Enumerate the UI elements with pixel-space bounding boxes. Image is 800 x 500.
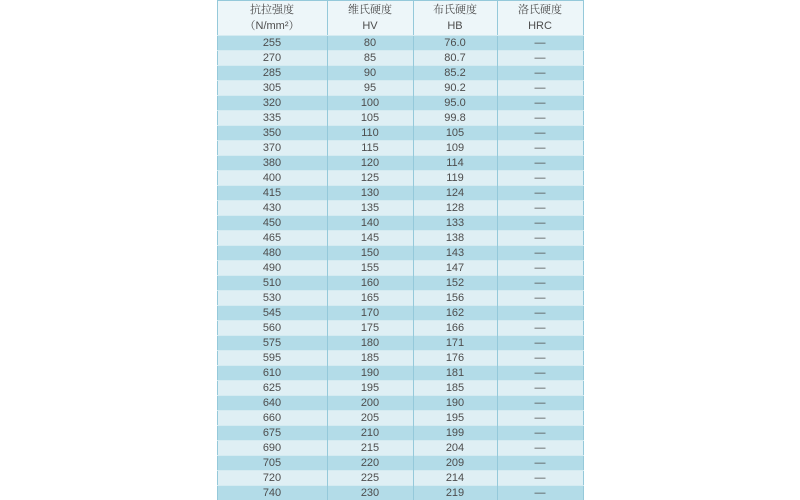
table-cell: 335 [217, 111, 327, 126]
table-row [217, 96, 583, 111]
table-cell: 152 [413, 276, 497, 291]
table-row [217, 171, 583, 186]
table-cell: — [497, 396, 583, 411]
table-cell: 450 [217, 216, 327, 231]
table-row [217, 351, 583, 366]
table-cell: 95.0 [413, 96, 497, 111]
table-cell: 720 [217, 471, 327, 486]
table-cell: 370 [217, 141, 327, 156]
table-cell: 162 [413, 306, 497, 321]
table-cell: 175 [327, 321, 413, 336]
table-cell: — [497, 51, 583, 66]
table-cell: 204 [413, 441, 497, 456]
table-cell: 740 [217, 486, 327, 500]
table-cell: — [497, 141, 583, 156]
table-cell: 195 [413, 411, 497, 426]
table-row [217, 261, 583, 276]
table-cell: 350 [217, 126, 327, 141]
table-row [217, 201, 583, 216]
table-row [217, 246, 583, 261]
table-cell: 130 [327, 186, 413, 201]
table-cell: 199 [413, 426, 497, 441]
table-cell: — [497, 441, 583, 456]
table-cell: — [497, 36, 583, 51]
table-cell: 640 [217, 396, 327, 411]
table-cell: — [497, 276, 583, 291]
table-cell: 510 [217, 276, 327, 291]
table-cell: — [497, 351, 583, 366]
table-cell: 100 [327, 96, 413, 111]
table-cell: 135 [327, 201, 413, 216]
table-cell: 133 [413, 216, 497, 231]
column-title: 洛氏硬度 [518, 4, 562, 16]
column-unit: （N/mm²） [244, 20, 300, 32]
column-title: 维氏硬度 [348, 4, 392, 16]
table-cell: 690 [217, 441, 327, 456]
table-cell: 430 [217, 201, 327, 216]
table-cell: 200 [327, 396, 413, 411]
table-cell: 205 [327, 411, 413, 426]
table-cell: — [497, 111, 583, 126]
table-cell: — [497, 81, 583, 96]
column-unit: HV [362, 20, 378, 32]
table-cell: — [497, 171, 583, 186]
table-cell: — [497, 456, 583, 471]
table-cell: 380 [217, 156, 327, 171]
table-cell: 90.2 [413, 81, 497, 96]
table-cell: 105 [413, 126, 497, 141]
table-cell: 156 [413, 291, 497, 306]
hardness-conversion-table [217, 0, 584, 500]
table-row [217, 216, 583, 231]
table-cell: — [497, 336, 583, 351]
table-row [217, 126, 583, 141]
table-cell: 195 [327, 381, 413, 396]
table-cell: 109 [413, 141, 497, 156]
table-cell: — [497, 126, 583, 141]
table-row [217, 156, 583, 171]
column-unit: HRC [528, 20, 552, 32]
table-cell: 145 [327, 231, 413, 246]
table-row [217, 336, 583, 351]
table-cell: — [497, 381, 583, 396]
table-row [217, 486, 583, 500]
table-cell: 80 [327, 36, 413, 51]
table-cell: 143 [413, 246, 497, 261]
table-row [217, 306, 583, 321]
table-cell: 190 [413, 396, 497, 411]
table-cell: 155 [327, 261, 413, 276]
table-cell: — [497, 306, 583, 321]
column-header-rockwell [497, 1, 583, 36]
table-cell: 219 [413, 486, 497, 500]
table-row [217, 141, 583, 156]
table-cell: 95 [327, 81, 413, 96]
table-cell: 125 [327, 171, 413, 186]
table-cell: 560 [217, 321, 327, 336]
table-cell: — [497, 291, 583, 306]
table-row [217, 426, 583, 441]
table-cell: 255 [217, 36, 327, 51]
table-cell: — [497, 426, 583, 441]
table-cell: 119 [413, 171, 497, 186]
table-cell: — [497, 486, 583, 500]
table-cell: 115 [327, 141, 413, 156]
table-row [217, 111, 583, 126]
table-cell: 138 [413, 231, 497, 246]
table-cell: 190 [327, 366, 413, 381]
table-cell: 415 [217, 186, 327, 201]
table-cell: 675 [217, 426, 327, 441]
table-row [217, 186, 583, 201]
column-title: 布氏硬度 [433, 4, 477, 16]
table-cell: 165 [327, 291, 413, 306]
table-cell: 660 [217, 411, 327, 426]
table-row [217, 276, 583, 291]
table-cell: 105 [327, 111, 413, 126]
table-cell: 85.2 [413, 66, 497, 81]
table-cell: 114 [413, 156, 497, 171]
table-row [217, 291, 583, 306]
table-cell: 305 [217, 81, 327, 96]
table-cell: — [497, 471, 583, 486]
table-cell: — [497, 321, 583, 336]
table-row [217, 411, 583, 426]
table-cell: 170 [327, 306, 413, 321]
table-cell: 166 [413, 321, 497, 336]
table-cell: 140 [327, 216, 413, 231]
table-cell: 120 [327, 156, 413, 171]
table-cell: — [497, 246, 583, 261]
table-cell: — [497, 231, 583, 246]
table-cell: 181 [413, 366, 497, 381]
table-row [217, 396, 583, 411]
table-cell: 490 [217, 261, 327, 276]
table-cell: 85 [327, 51, 413, 66]
table-cell: 230 [327, 486, 413, 500]
table-cell: 128 [413, 201, 497, 216]
table-cell: 625 [217, 381, 327, 396]
header-row [217, 1, 583, 36]
table-cell: 215 [327, 441, 413, 456]
table-cell: 80.7 [413, 51, 497, 66]
table-header [217, 1, 583, 36]
table-cell: — [497, 186, 583, 201]
table-row [217, 471, 583, 486]
table-cell: 209 [413, 456, 497, 471]
table-cell: 76.0 [413, 36, 497, 51]
table-cell: 124 [413, 186, 497, 201]
table-row [217, 456, 583, 471]
table-cell: — [497, 96, 583, 111]
table-cell: 320 [217, 96, 327, 111]
column-header-vickers [327, 1, 413, 36]
table-row [217, 231, 583, 246]
table-row [217, 366, 583, 381]
table-cell: 285 [217, 66, 327, 81]
table-cell: 90 [327, 66, 413, 81]
table-cell: 530 [217, 291, 327, 306]
table-cell: — [497, 366, 583, 381]
table-cell: 150 [327, 246, 413, 261]
column-title: 抗拉强度 [250, 4, 294, 16]
table-cell: 210 [327, 426, 413, 441]
table-cell: — [497, 261, 583, 276]
table-cell: 595 [217, 351, 327, 366]
table-cell: — [497, 411, 583, 426]
table-cell: 575 [217, 336, 327, 351]
table-cell: 480 [217, 246, 327, 261]
table-cell: 185 [413, 381, 497, 396]
table-cell: 110 [327, 126, 413, 141]
table-cell: 214 [413, 471, 497, 486]
table-cell: 147 [413, 261, 497, 276]
table-cell: 400 [217, 171, 327, 186]
table-cell: 705 [217, 456, 327, 471]
table-cell: — [497, 156, 583, 171]
table-body [217, 36, 583, 500]
table-row [217, 381, 583, 396]
table-cell: — [497, 216, 583, 231]
table-cell: 270 [217, 51, 327, 66]
table-row [217, 66, 583, 81]
column-header-tensile-strength [217, 1, 327, 36]
table-row [217, 51, 583, 66]
table-cell: 545 [217, 306, 327, 321]
table-cell: 176 [413, 351, 497, 366]
table-cell: 160 [327, 276, 413, 291]
table-row [217, 321, 583, 336]
table-cell: 465 [217, 231, 327, 246]
table-cell: 220 [327, 456, 413, 471]
table-cell: 180 [327, 336, 413, 351]
column-header-brinell [413, 1, 497, 36]
table-cell: 610 [217, 366, 327, 381]
table-row [217, 441, 583, 456]
table-cell: 171 [413, 336, 497, 351]
table-cell: 185 [327, 351, 413, 366]
table-cell: — [497, 66, 583, 81]
table-cell: — [497, 201, 583, 216]
table-row [217, 36, 583, 51]
table-cell: 99.8 [413, 111, 497, 126]
table-row [217, 81, 583, 96]
column-unit: HB [447, 20, 463, 32]
table-cell: 225 [327, 471, 413, 486]
